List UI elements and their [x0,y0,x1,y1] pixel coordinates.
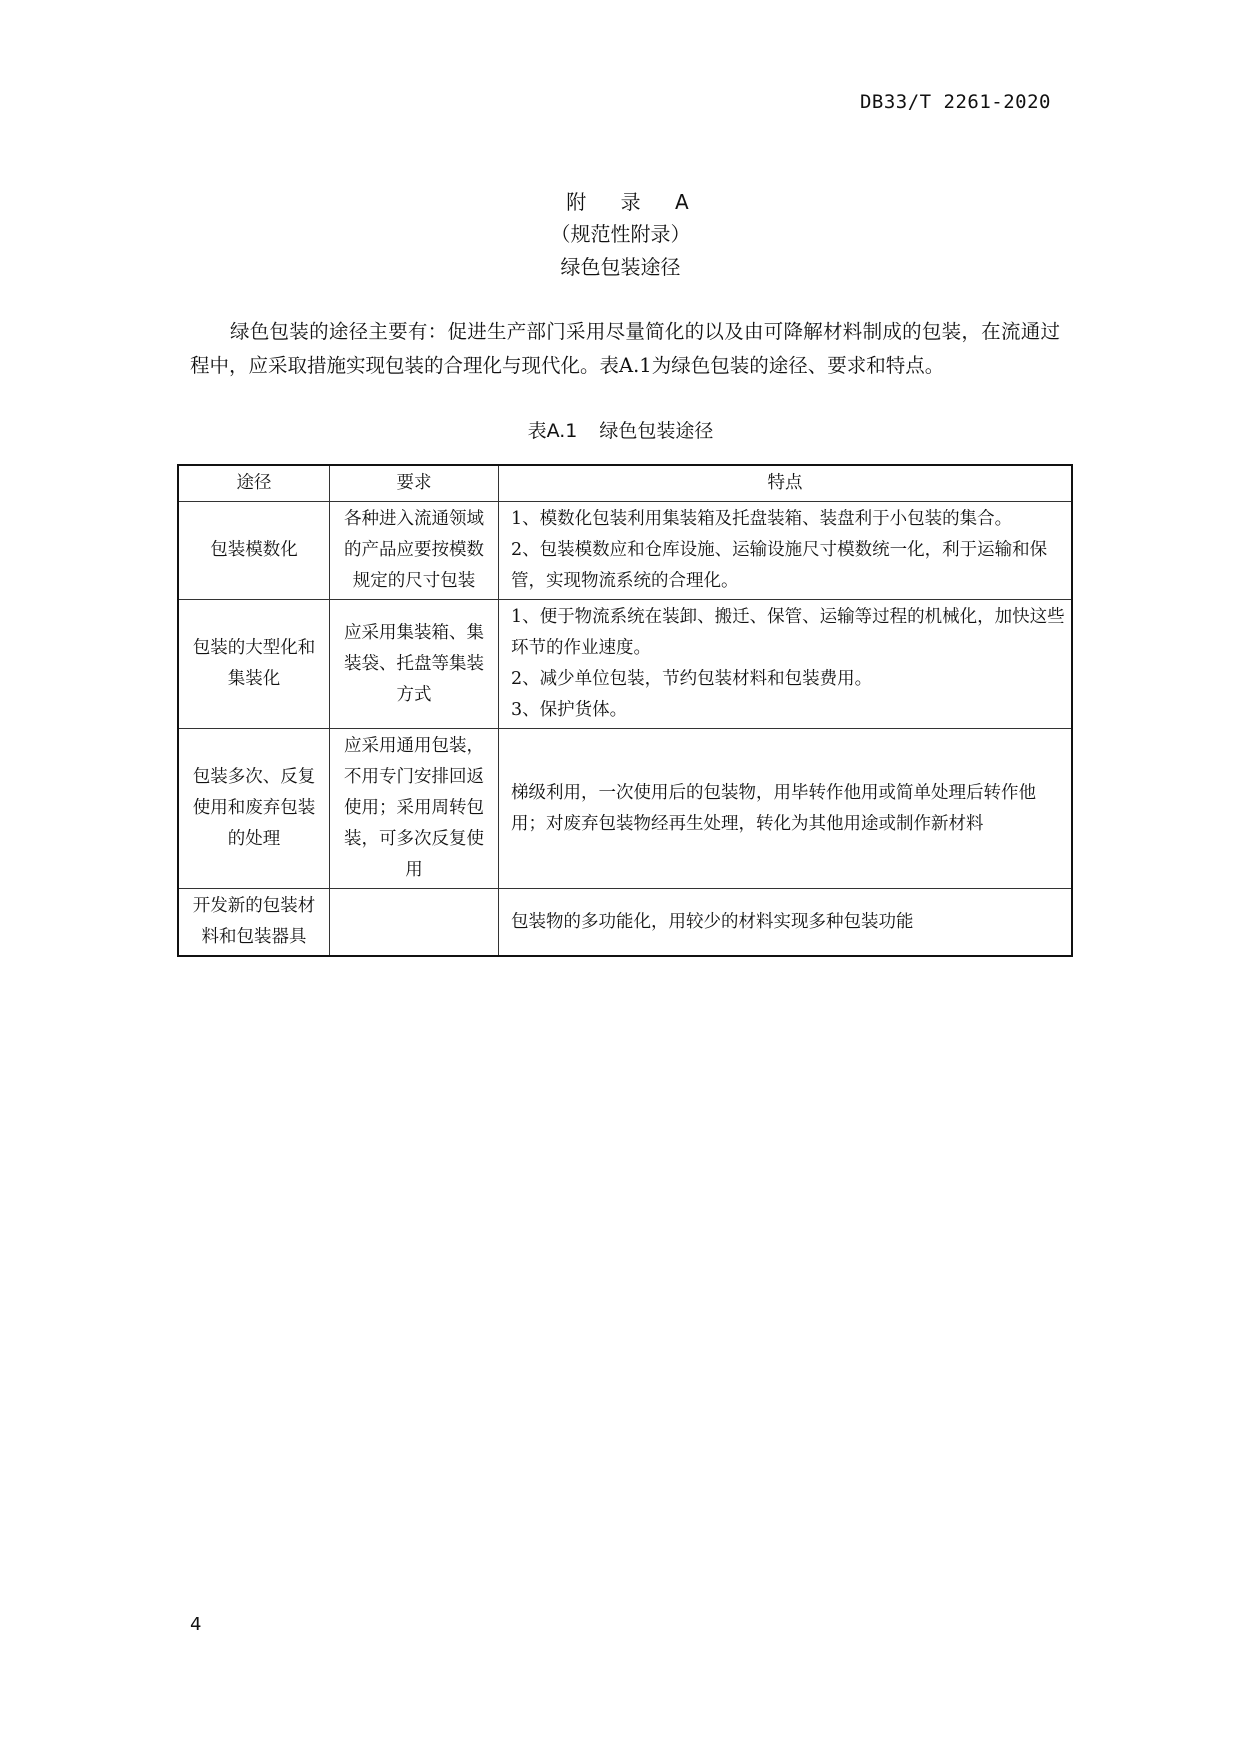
cell-path: 开发新的包装材料和包装器具 [178,889,330,957]
cell-path: 包装的大型化和集装化 [178,600,330,729]
standard-code: DB33/T 2261-2020 [859,91,1051,113]
cell-features [499,502,1073,600]
feature-line: 2、包装模数应和仓库设施、运输设施尺寸模数统一化，利于运输和保管，实现物流系统的合理化。 [511,540,1048,591]
feature-line: 3、保护货体。 [511,700,628,720]
table-row [178,600,1072,729]
page-number: 4 [190,1614,202,1635]
table-caption-title: 绿色包装途径 [599,420,714,442]
header-requirement: 要求 [330,465,499,502]
feature-line: 包装物的多功能化，用较少的材料实现多种包装功能 [511,911,914,932]
table-row [178,889,1072,957]
header-path: 途径 [178,465,330,502]
cell-requirement: 应采用集装箱、集装袋、托盘等集装方式 [330,600,499,729]
feature-line: 1、便于物流系统在装卸、搬迁、保管、运输等过程的机械化，加快这些环节的作业速度。 [511,607,1065,658]
appendix-heading: 附 录 A [566,190,703,214]
table-row [178,729,1072,889]
feature-line: 1、模数化包装利用集装箱及托盘装箱、装盘利于小包装的集合。 [511,509,1013,529]
intro-paragraph: 绿色包装的途径主要有：促进生产部门采用尽量简化的以及由可降解材料制成的包装，在流通过程中，应采取措施实现包装的合理化与现代化。表A.1为绿色包装的途径、要求和特点。 [190,319,1060,377]
header-features: 特点 [499,465,1073,502]
cell-path: 包装模数化 [178,502,330,600]
appendix-type: （规范性附录） [550,222,691,246]
cell-features [499,600,1073,729]
feature-line: 梯级利用，一次使用后的包装物，用毕转作他用或简单处理后转作他用；对废弃包装物经再生处理，转化为其他用途或制作新材料 [511,782,1036,834]
green-packaging-table [177,464,1073,957]
cell-requirement: 各种进入流通领域的产品应要按模数规定的尺寸包装 [330,502,499,600]
appendix-title: 绿色包装途径 [560,255,681,279]
cell-requirement [330,889,499,957]
feature-line: 2、减少单位包装，节约包装材料和包装费用。 [511,669,873,689]
cell-features [499,889,1073,957]
cell-path: 包装多次、反复使用和废弃包装的处理 [178,729,330,889]
cell-features [499,729,1073,889]
table-header-row [178,465,1072,502]
table-caption [0,416,1241,443]
table-row [178,502,1072,600]
cell-requirement: 应采用通用包装，不用专门安排回返使用；采用周转包装，可多次反复使用 [330,729,499,889]
table-caption-number: 表A.1 [527,420,578,442]
